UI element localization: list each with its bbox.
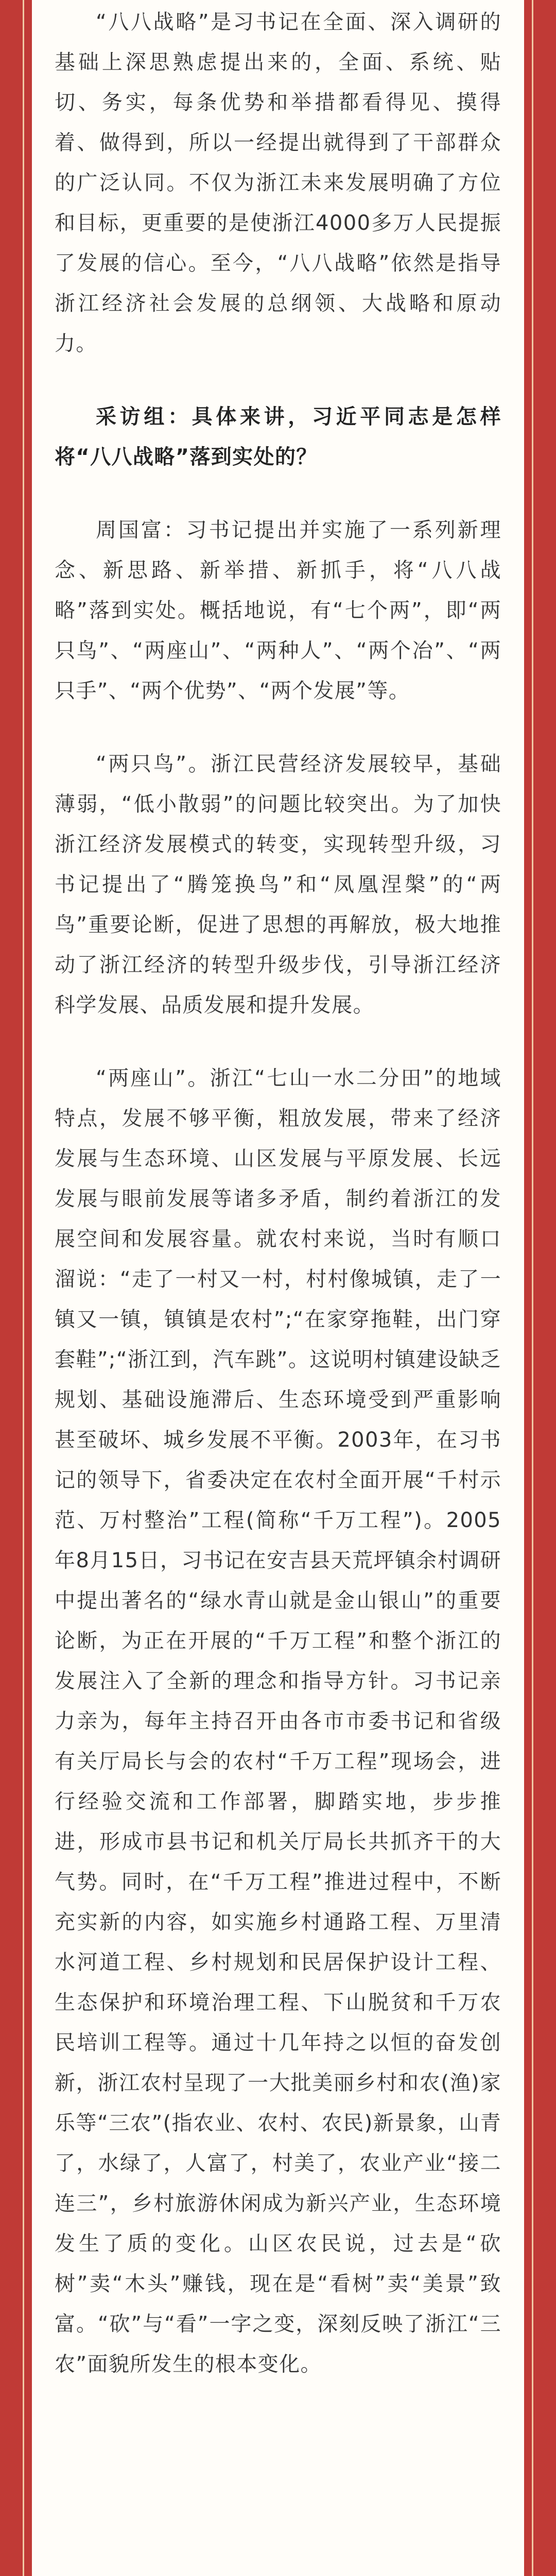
answer-intro-paragraph: 周国富：习书记提出并实施了一系列新理念、新思路、新举措、新抓手，将“八八战略”落到实处。概括地说，有“七个两”，即“两只鸟”、“两座山”、“两种人”、“两个冶”、“两只手”、“两个优势”、“两个发展”等。 [55, 518, 501, 703]
article-paragraph-1: “八八战略”是习书记在全面、深入调研的基础上深思熟虑提出来的，全面、系统、贴切、务实，每条优势和举措都看得见、摸得着、做得到，所以一经提出就得到了干部群众的广泛认同。不仅为浙江未来发展明确了方位和目标，更重要的是使浙江4000多万人民提振了发展的信心。至今，“八八战略”依然是指导浙江经济社会发展的总纲领、大战略和原动力。 [55, 10, 501, 355]
two-birds-paragraph: “两只鸟”。浙江民营经济发展较早，基础薄弱，“低小散弱”的问题比较突出。为了加快浙江经济发展模式的转变，实现转型升级，习书记提出了“腾笼换鸟”和“凤凰涅槃”的“两鸟”重要论断，促进了思想的再解放，极大地推动了浙江经济的转型升级步伐，引导浙江经济科学发展、品质发展和提升发展。 [55, 752, 501, 1017]
two-mountains-paragraph: “两座山”。浙江“七山一水二分田”的地域特点，发展不够平衡，粗放发展，带来了经济发展与生态环境、山区发展与平原发展、长远发展与眼前发展等诸多矛盾，制约着浙江的发展空间和发展容量。就农村来说，当时有顺口溜说：“走了一村又一村，村村像城镇，走了一镇又一镇，镇镇是农村”;“在家穿拖鞋，出门穿套鞋”;“浙江到，汽车跳”。这说明村镇建设缺乏规划、基础设施滞后、生态环境受到严重影响甚至破坏、城乡发展不平衡。2003年，在习书记的领导下，省委决定在农村全面开展“千村示范、万村整治”工程(简称“千万工程”)。2005年8月15日，习书记在安吉县天荒坪镇余村调研中提出著名的“绿水青山就是金山银山”的重要论断，为正在开展的“千万工程”和整个浙江的发展注入了全新的理念和指导方针。习书记亲力亲为，每年主持召开由各市市委书记和省级有关厅局长与会的农村“千万工程”现场会，进行经验交流和工作部署，脚踏实地，步步推进，形成市县书记和机关厅局长共抓齐干的大气势。同时，在“千万工程”推进过程中，不断充实新的内容，如实施乡村通路工程、万里清水河道工程、乡村规划和民居保护设计工程、生态保护和环境治理工程、下山脱贫和千万农民培训工程等。通过十几年持之以恒的奋发创新，浙江农村呈现了一大批美丽乡村和农(渔)家乐等“三农”(指农业、农村、农民)新景象，山青了，水绿了，人富了，村美了，农业产业“接二连三”，乡村旅游休闲成为新兴产业，生态环境发生了质的变化。山区农民说，过去是“砍树”卖“木头”赚钱，现在是“看树”卖“美景”致富。“砍”与“看”一字之变，深刻反映了浙江“三农”面貌所发生的根本变化。 [55, 1066, 501, 2376]
article-content [32, 0, 524, 2576]
right-border-line [532, 0, 533, 2576]
interview-question: 采访组：具体来讲，习近平同志是怎样将“八八战略”落到实处的？ [55, 405, 501, 469]
left-border-line [23, 0, 24, 2576]
